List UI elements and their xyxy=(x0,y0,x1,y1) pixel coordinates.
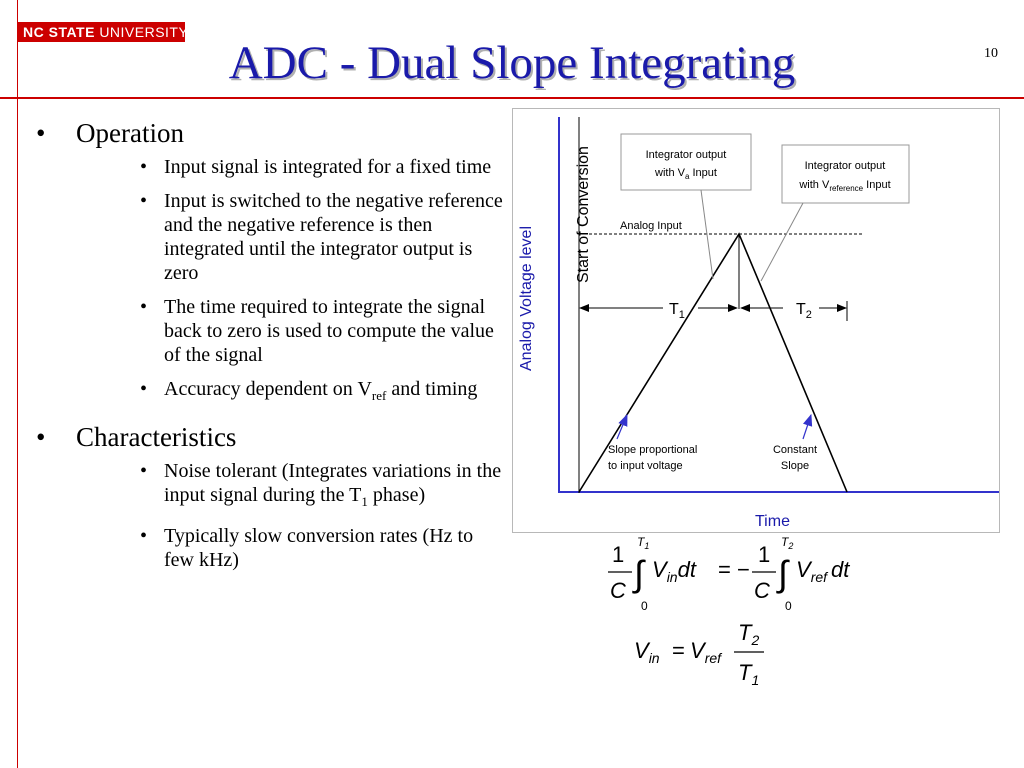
eq1-upper-left xyxy=(637,535,649,551)
left-accent-line xyxy=(17,0,18,768)
eq2-equals: = xyxy=(672,638,685,663)
accuracy-sub: ref xyxy=(371,388,387,403)
logo-light-text: UNIVERSITY xyxy=(99,24,189,40)
accuracy-text: Accuracy dependent on V xyxy=(164,378,372,400)
analog-input-label: Analog Input xyxy=(620,220,682,232)
sub-bullet: • Input is switched to the negative reference and the negative reference is then integrated until the integrator output is zero xyxy=(30,189,505,285)
box1-line1: Integrator output xyxy=(645,149,727,161)
logo-bold-text: NC STATE xyxy=(23,24,95,40)
eq2-t1-letter: T xyxy=(738,660,752,685)
eq1-lower-right: 0 xyxy=(785,599,792,613)
eq2-t1 xyxy=(738,660,759,688)
eq1-c-right: C xyxy=(754,578,770,603)
dual-slope-diagram xyxy=(512,108,1000,533)
box1-sub: a xyxy=(684,172,690,181)
eq1-dt-left: dt xyxy=(677,557,696,582)
slope-note-line1: Slope proportional xyxy=(608,444,698,456)
t1-label xyxy=(669,301,685,321)
diagram-svg xyxy=(513,109,999,532)
box2-sub: reference xyxy=(829,184,864,193)
eq1-in-sub: in xyxy=(666,569,678,585)
eq2-t2-sub: 2 xyxy=(751,632,760,648)
eq1-vref xyxy=(796,557,850,585)
eq2-vin xyxy=(634,638,660,666)
noise-text: Noise tolerant (Integrates variations in the input signal during the T xyxy=(164,460,502,506)
constant-pointer-arrow xyxy=(803,415,811,439)
eq1-lower-left: 0 xyxy=(641,599,648,613)
eq1-one-left: 1 xyxy=(612,542,625,567)
sub-bullet: • Input signal is integrated for a fixed time xyxy=(30,155,505,179)
eq1-upper-right-sub: 2 xyxy=(788,541,794,551)
eq1-equals-minus: = − xyxy=(718,557,750,582)
start-of-conversion-label: Start of Conversion xyxy=(575,146,592,283)
eq1-ref-sub: ref xyxy=(810,569,828,585)
constant-line2: Slope xyxy=(780,460,810,472)
constant-line1: Constant xyxy=(772,444,818,456)
callout-line xyxy=(761,203,803,281)
t1-letter: T xyxy=(669,301,679,318)
sub-bullet: • Typically slow conversion rates (Hz to few kHz) xyxy=(30,524,505,572)
x-axis-label: Time xyxy=(755,513,790,530)
integrator-vref-box xyxy=(782,145,909,203)
accuracy-suffix: and timing xyxy=(386,378,478,400)
equation-ratio xyxy=(630,616,790,696)
eq1-dt-right: dt xyxy=(831,557,850,582)
eq2-t2-letter: T xyxy=(738,620,752,645)
title-rule xyxy=(0,97,1024,99)
eq2-vref xyxy=(690,638,723,666)
t2-letter: T xyxy=(796,301,806,318)
eq1-upper-left-sub: 1 xyxy=(644,541,650,551)
eq1-vin xyxy=(652,557,697,585)
page-number: 10 xyxy=(984,46,998,61)
eq2-ref-sub: ref xyxy=(704,650,722,666)
box1-suffix: Input xyxy=(689,167,717,179)
box1-prefix: with V xyxy=(655,167,685,179)
integrator-va-box xyxy=(621,134,751,190)
eq1-one-right: 1 xyxy=(758,542,771,567)
eq2-v-ref: V xyxy=(690,638,705,663)
t1-sub: 1 xyxy=(678,309,685,321)
box2-suffix: Input xyxy=(863,179,891,191)
t2-label xyxy=(796,301,812,321)
equation-integral xyxy=(600,534,870,616)
slope-note-line2: to input voltage xyxy=(608,460,683,472)
eq1-v-right: V xyxy=(796,557,811,582)
box2-line1: Integrator output xyxy=(804,160,886,172)
eq1-upper-right xyxy=(781,535,793,551)
box2-prefix: with V xyxy=(799,179,830,191)
eq1-integral-left: ∫ xyxy=(634,553,644,594)
sub-bullet-accuracy xyxy=(30,377,505,408)
t2-sub: 2 xyxy=(805,309,812,321)
slide-title: ADC - Dual Slope Integrating xyxy=(228,37,796,89)
noise-sub: 1 xyxy=(361,494,368,509)
sub-bullet: • The time required to integrate the signal back to zero is used to compute the value of the signal xyxy=(30,295,505,367)
eq1-integral-right: ∫ xyxy=(778,553,788,594)
noise-suffix: phase) xyxy=(367,484,426,506)
bullet-operation: • Operation xyxy=(30,118,505,149)
bullet-characteristics: • Characteristics xyxy=(30,422,505,453)
bullet-list xyxy=(30,118,505,582)
eq2-t2 xyxy=(738,620,759,648)
eq2-v: V xyxy=(634,638,649,663)
eq1-upper-right-letter: T xyxy=(781,535,789,549)
sub-bullet-noise xyxy=(30,459,505,514)
eq1-v: V xyxy=(652,557,667,582)
eq1-upper-left-letter: T xyxy=(637,535,645,549)
eq2-in-sub: in xyxy=(648,650,660,666)
y-axis-label: Analog Voltage level xyxy=(518,226,535,371)
eq1-c-left: C xyxy=(610,578,626,603)
eq2-t1-sub: 1 xyxy=(751,672,760,688)
